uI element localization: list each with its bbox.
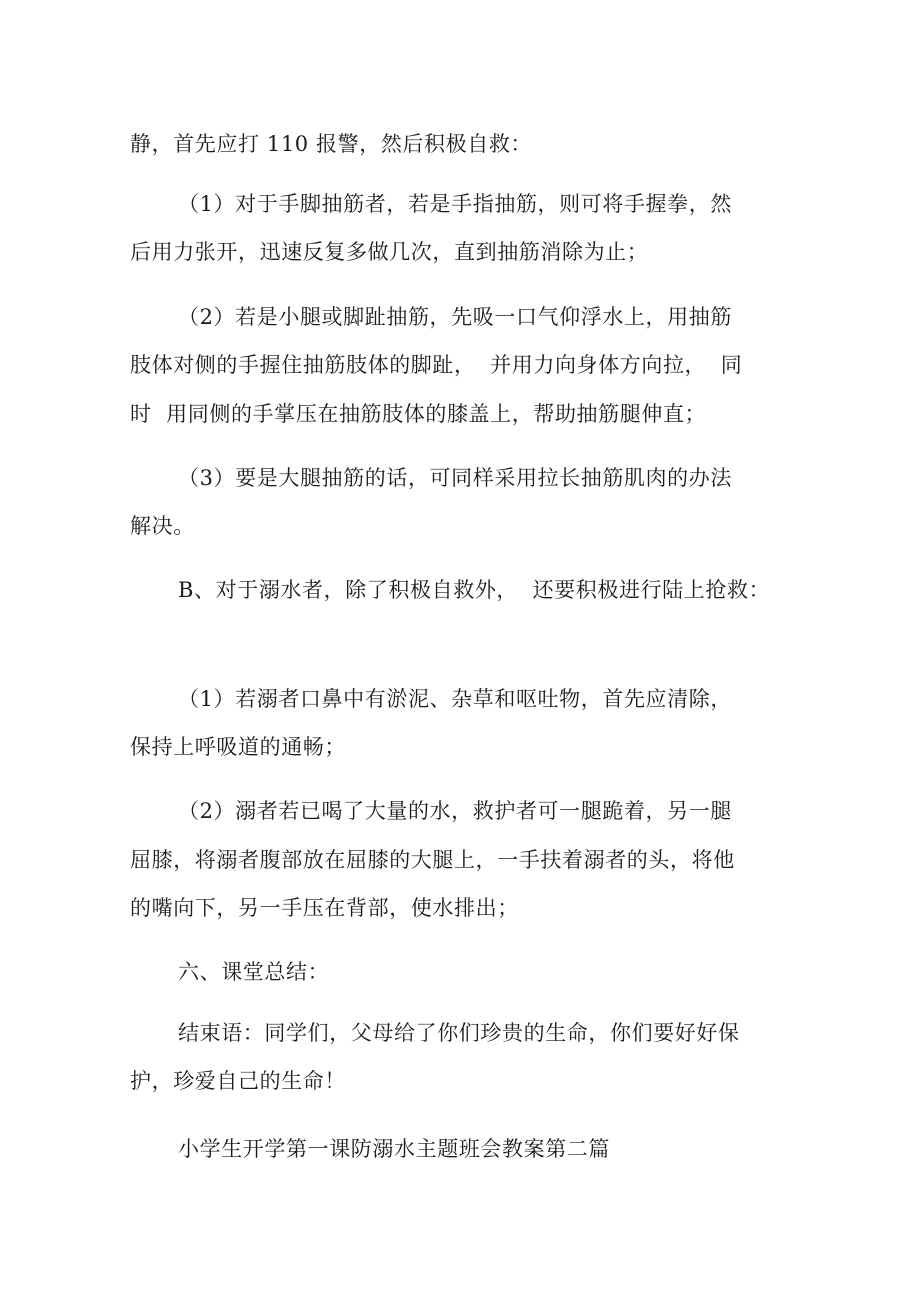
paragraph-line: 后用力张开，迅速反复多做几次，直到抽筋消除为止； xyxy=(130,240,649,264)
paragraph-line: 护，珍爱自己的生命！ xyxy=(130,1069,346,1093)
paragraph-line: 结束语：同学们，父母给了你们珍贵的生命，你们要好好保 xyxy=(178,1021,740,1045)
paragraph-line: 屈膝，将溺者腹部放在屈膝的大腿上，一手扶着溺者的头，将他 xyxy=(130,848,735,872)
paragraph-line: （1）若溺者口鼻中有淤泥、杂草和呕吐物，首先应清除， xyxy=(178,687,732,711)
paragraph-line: （1）对于手脚抽筋者，若是手指抽筋，则可将手握拳，然 xyxy=(178,192,732,216)
paragraph-line: 解决。 xyxy=(130,514,195,538)
paragraph-line: （2）溺者若已喝了大量的水，救护者可一腿跪着，另一腿 xyxy=(178,799,732,823)
paragraph-line: 肢体对侧的手握住抽筋肢体的脚趾， 并用力向身体方向拉， 同 xyxy=(130,353,743,377)
section-heading: 六、课堂总结： xyxy=(178,960,330,984)
paragraph-line: （2）若是小腿或脚趾抽筋，先吸一口气仰浮水上，用抽筋 xyxy=(178,305,732,329)
paragraph-line: 静，首先应打 110 报警，然后积极自救： xyxy=(130,132,533,156)
paragraph-line: 保持上呼吸道的通畅； xyxy=(130,735,346,759)
document-title: 小学生开学第一课防溺水主题班会教案第二篇 xyxy=(178,1137,610,1161)
paragraph-line: （3）要是大腿抽筋的话，可同样采用拉长抽筋肌肉的办法 xyxy=(178,466,732,490)
paragraph-line: B、对于溺水者，除了积极自救外， 还要积极进行陆上抢救： xyxy=(178,578,771,602)
paragraph-line: 的嘴向下，另一手压在背部，使水排出； xyxy=(130,896,519,920)
paragraph-line: 时 用同侧的手掌压在抽筋肢体的膝盖上，帮助抽筋腿伸直； xyxy=(130,402,707,426)
